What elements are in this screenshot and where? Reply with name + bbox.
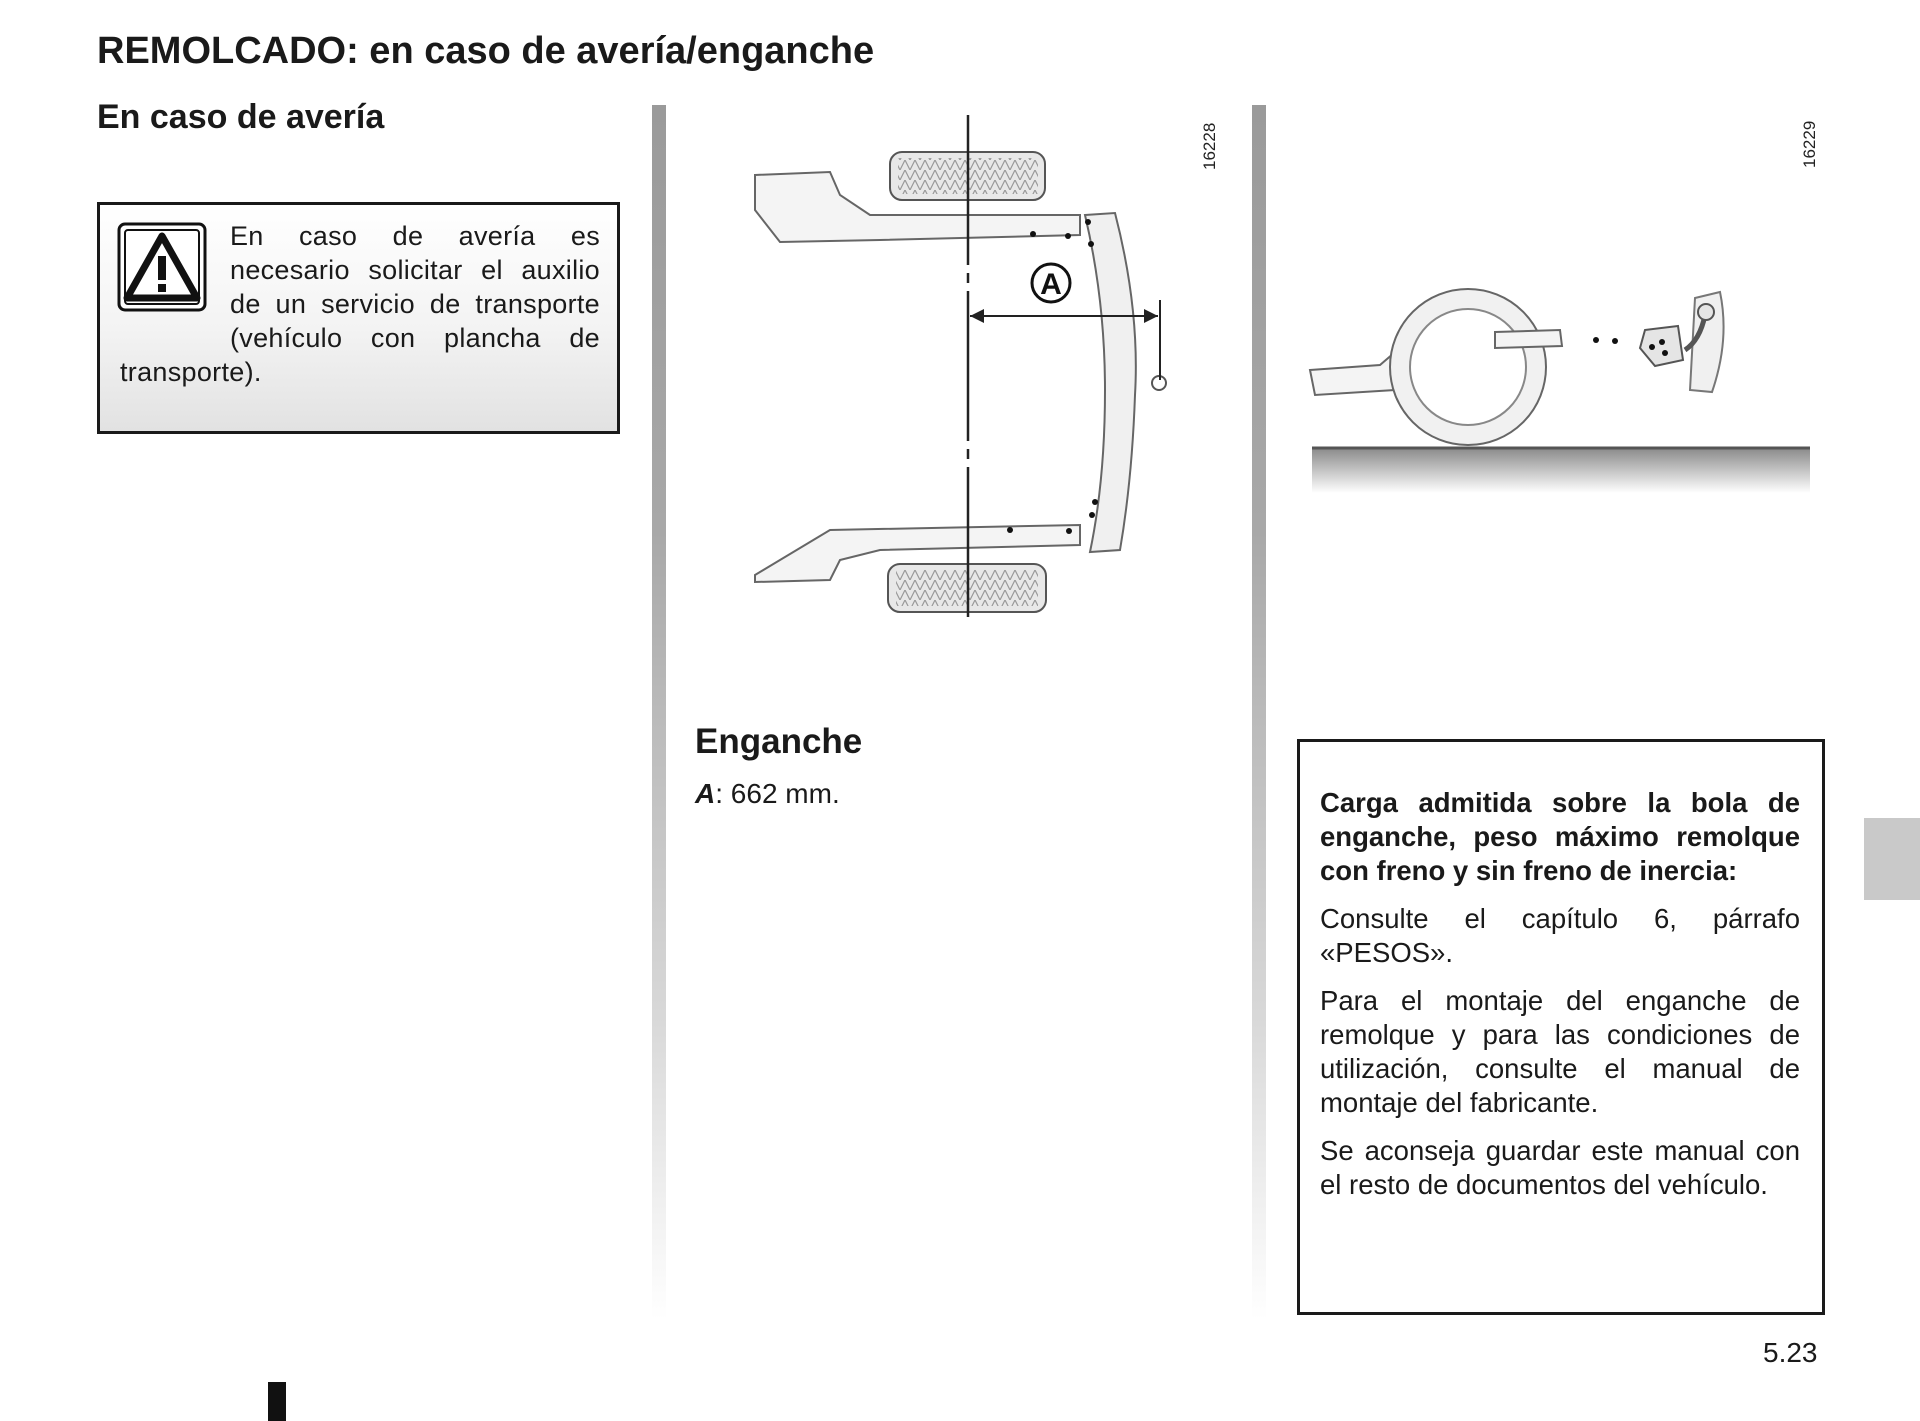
info-paragraph: Para el montaje del enganche de remolque y para las condiciones de utilización, consulte el manual de montaje del fabricante. [1320, 985, 1800, 1118]
info-paragraph: Consulte el capítulo 6, párrafo «PESOS». [1320, 903, 1800, 968]
hitch-side-view-illustration [1300, 280, 1820, 510]
warning-box [97, 202, 620, 434]
tow-bracket [1640, 326, 1683, 366]
warning-text: En caso de avería es necesario solicitar el auxilio de un servicio de transporte (vehículo con plancha de transporte). [120, 221, 600, 387]
page-number: 5.23 [1763, 1337, 1818, 1368]
dimension-label: A [695, 778, 716, 809]
chapter-tab [1864, 818, 1920, 900]
page-title: REMOLCADO: en caso de avería/enganche [97, 30, 875, 72]
figure-id: 16228 [1200, 122, 1219, 170]
hitch-section-title: Enganche [695, 722, 863, 761]
figure-id: 16229 [1800, 120, 1819, 168]
print-mark [268, 1382, 286, 1421]
breakdown-section-title: En caso de avería [97, 98, 385, 136]
column-divider [652, 105, 666, 1320]
info-heading: Carga admitida sobre la bola de enganche, peso máximo remolque con freno y sin freno de inercia: [1320, 787, 1800, 886]
dimension-label: A [1040, 268, 1062, 301]
hitch-top-view-illustration [740, 110, 1210, 630]
info-paragraph: Se aconseja guardar este manual con el resto de documentos del vehículo. [1320, 1135, 1800, 1200]
column-divider [1252, 105, 1266, 1320]
dimension-text [695, 778, 840, 810]
info-box [1297, 739, 1825, 1315]
dimension-value: : 662 mm. [715, 778, 840, 809]
